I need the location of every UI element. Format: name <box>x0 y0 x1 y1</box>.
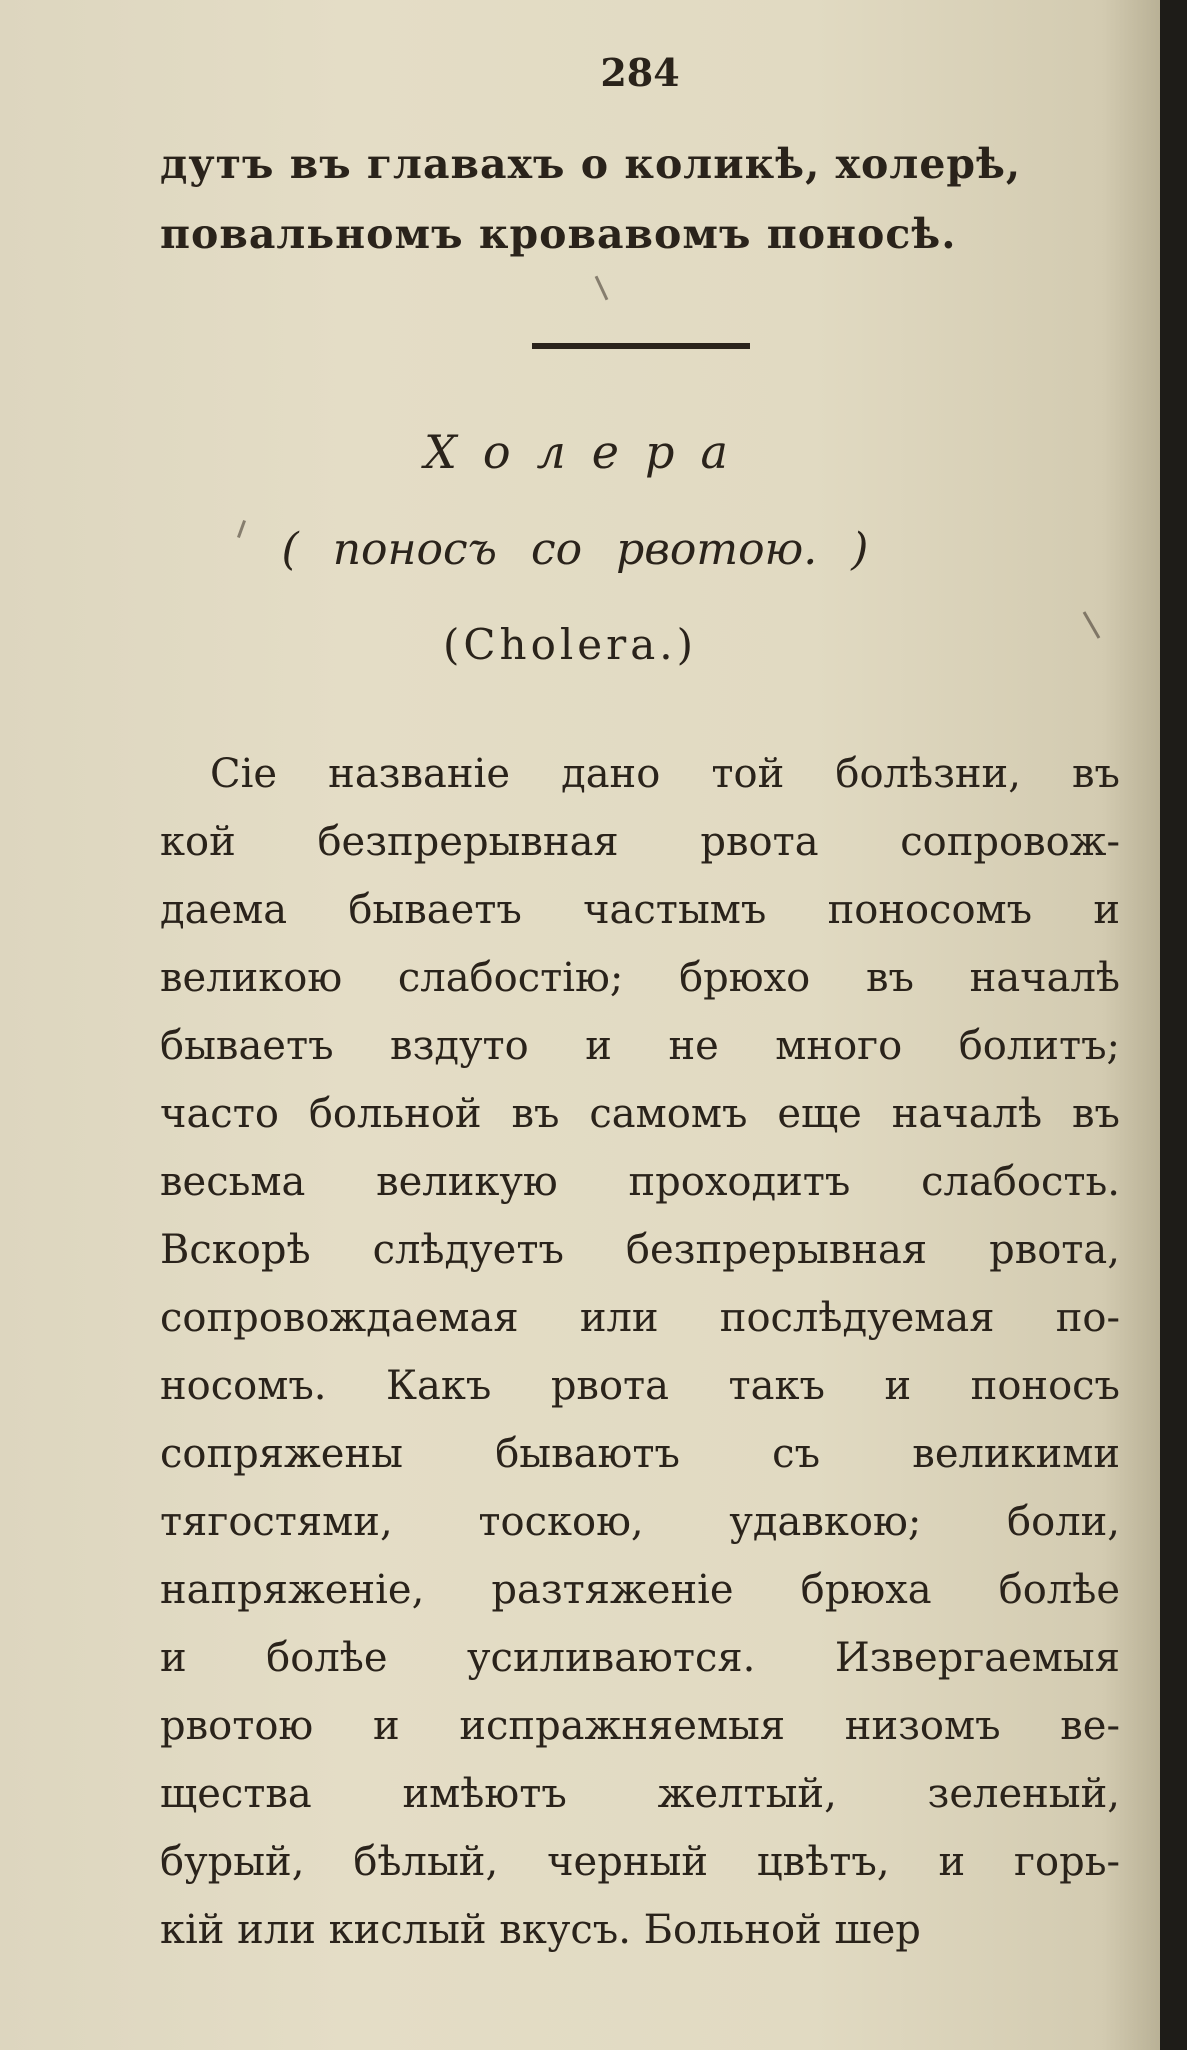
paper-speck <box>595 276 609 301</box>
section-divider <box>532 343 750 349</box>
section-title: Холера <box>424 425 754 479</box>
body-line: и болѣе усиливаются. Извергаемыя <box>160 1635 1120 1681</box>
page-number: 284 <box>600 50 680 95</box>
body-line: даема бываетъ частымъ поносомъ и <box>160 887 1120 933</box>
body-line: кой безпрерывная рвота сопровож- <box>160 819 1120 865</box>
body-line: Сіе названіе дано той болѣзни, въ <box>210 751 1120 797</box>
latin-name: (Cholera.) <box>443 620 697 669</box>
body-line: Вскорѣ слѣдуетъ безпрерывная рвота, <box>160 1227 1120 1273</box>
continuation-line: повальномъ кровавомъ поносѣ. <box>160 210 957 258</box>
body-line: носомъ. Какъ рвота такъ и поносъ <box>160 1363 1120 1409</box>
body-line: щества имѣютъ желтый, зеленый, <box>160 1771 1120 1817</box>
body-line: часто больной въ самомъ еще началѣ въ <box>160 1091 1120 1137</box>
continuation-line: дутъ въ главахъ о коликѣ, холерѣ, <box>160 140 1022 188</box>
body-line: тягостями, тоскою, удавкою; боли, <box>160 1499 1120 1545</box>
section-subtitle: ( поносъ со рвотою. ) <box>281 524 869 575</box>
body-line: напряженіе, разтяженіе брюха болѣе <box>160 1567 1120 1613</box>
body-line: весьма великую проходитъ слабость. <box>160 1159 1120 1205</box>
body-line: бурый, бѣлый, черный цвѣтъ, и горь- <box>160 1839 1120 1885</box>
body-line: кій или кислый вкусъ. Больной шер <box>160 1907 921 1953</box>
body-line: рвотою и испражняемыя низомъ ве- <box>160 1703 1120 1749</box>
body-line: великою слабостію; брюхо въ началѣ <box>160 955 1120 1001</box>
body-line: сопровождаемая или послѣдуемая по- <box>160 1295 1120 1341</box>
body-line: сопряжены бываютъ съ великими <box>160 1431 1120 1477</box>
body-line: бываетъ вздуто и не много болитъ; <box>160 1023 1120 1069</box>
